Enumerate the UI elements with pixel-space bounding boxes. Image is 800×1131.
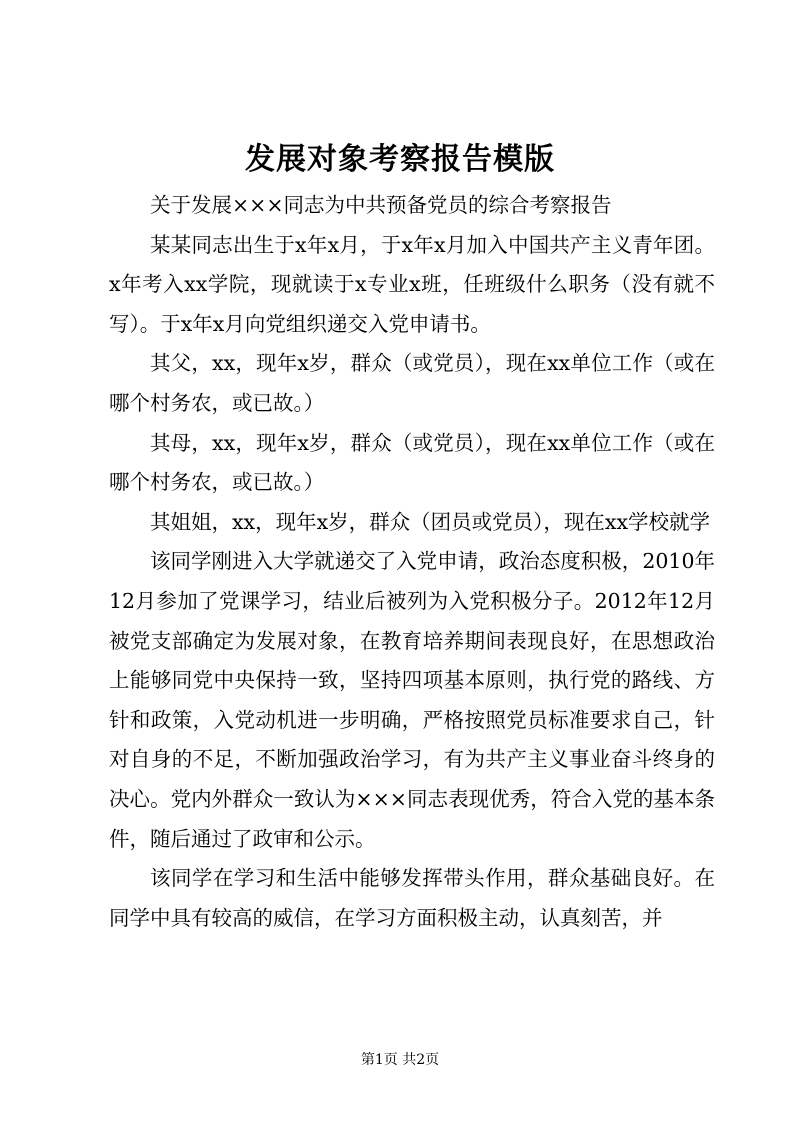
- paragraph-father: 其父，xx，现年x岁，群众（或党员），现在xx单位工作（或在哪个村务农，或已故。）: [109, 351, 715, 415]
- document-title: 发展对象考察报告模版: [245, 142, 555, 177]
- paragraph-mother: 其母，xx，现年x岁，群众（或党员），现在xx单位工作（或在哪个村务农，或已故。）: [109, 430, 715, 495]
- paragraph-sister: 其姐姐，xx，现年x岁，群众（团员或党员），现在xx学校就学: [150, 509, 711, 534]
- paragraph-report-heading: 关于发展×××同志为中共预备党员的综合考察报告: [150, 193, 612, 217]
- paragraph-personal-background: 某某同志出生于x年x月，于x年x月加入中国共产主义青年团。x年考入xx学院，现就读于x专业x班，任班级什么职务（没有就不写）。于x年x月向党组织递交入党申请书。: [109, 232, 715, 336]
- page-footer: 第1页 共2页: [360, 1052, 440, 1068]
- document-body: [109, 186, 715, 938]
- paragraph-political-performance: 该同学刚进入大学就递交了入党申请，政治态度积极，2010年12月参加了党课学习，结业后被列为入党积极分子。2012年12月被党支部确定为发展对象，在教育培养期间表现良好，在思想政治上能够同党中央保持一致，坚持四项基本原则，执行党的路线、方针和政策，入党动机进一步明确，严格按照党员标准要求自己，针对自身的不足，不断加强政治学习，有为共产主义事业奋斗终身的决心。党内外群众一致认为×××同志表现优秀，符合入党的基本条件，随后通过了政审和公示。: [109, 549, 715, 851]
- paragraph-study-life: 该同学在学习和生活中能够发挥带头作用，群众基础良好。在同学中具有较高的威信，在学习方面积极主动，认真刻苦，并: [109, 866, 715, 930]
